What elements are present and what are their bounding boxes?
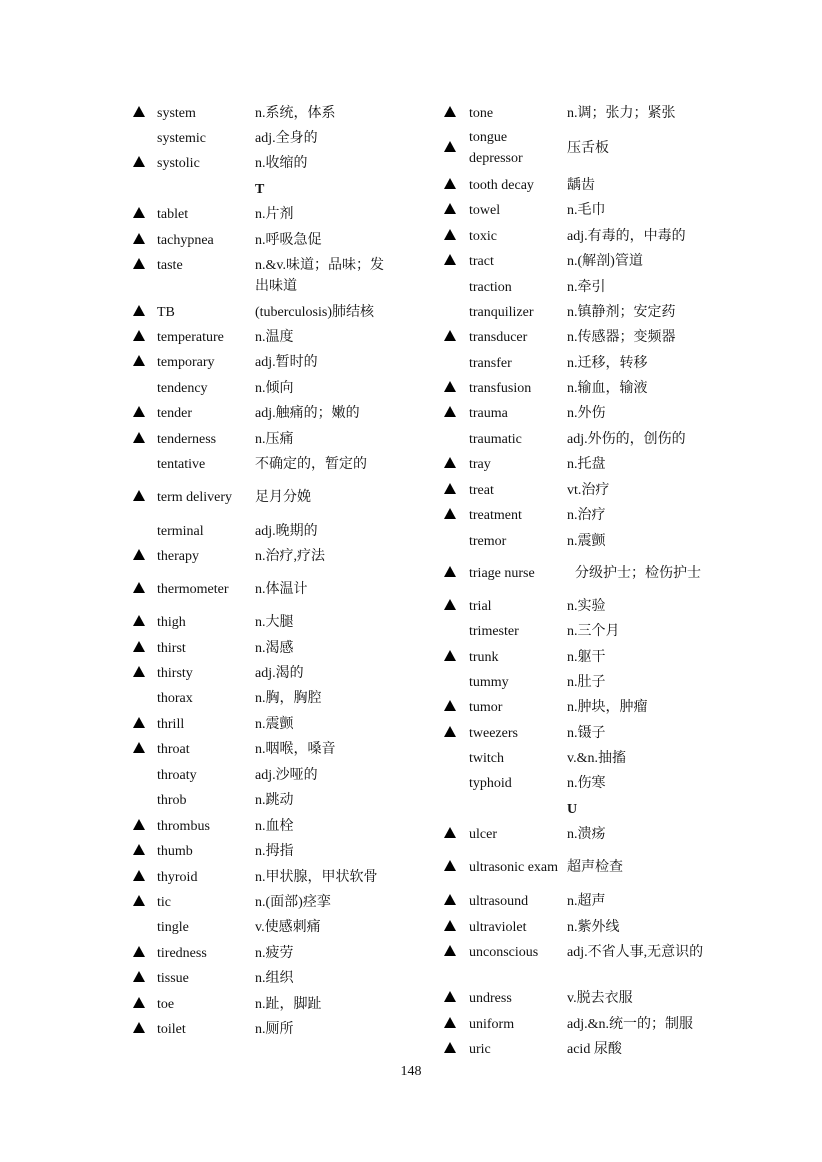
entry-term: ultrasonic exam <box>469 860 559 875</box>
entry-definition: n.压痛 <box>255 432 294 447</box>
entry-term: throb <box>157 793 187 808</box>
entry-definition: n.血栓 <box>255 819 294 834</box>
entry-term: thrill <box>157 717 185 732</box>
entry-term: trunk <box>469 650 499 665</box>
entry-definition: adj.触痛的；嫩的 <box>255 406 360 421</box>
entry-term: ultrasound <box>469 894 529 909</box>
entry-definition: v.脱去衣服 <box>567 991 633 1006</box>
entry-definition: n.迁移，转移 <box>567 356 648 371</box>
entry-term: terminal <box>157 524 204 539</box>
triangle-marker-icon <box>444 566 456 577</box>
triangle-marker-icon <box>444 508 456 519</box>
entry-term: therapy <box>157 549 199 564</box>
triangle-marker-icon <box>444 700 456 711</box>
entry-definition: n.肚子 <box>567 675 606 690</box>
entry-term: thyroid <box>157 870 198 885</box>
entry-definition: n.超声 <box>567 894 606 909</box>
triangle-marker-icon <box>444 726 456 737</box>
entry-term: ultraviolet <box>469 920 527 935</box>
entry-term: tumor <box>469 700 503 715</box>
entry-definition: adj.外伤的，创伤的 <box>567 432 686 447</box>
entry-term: tweezers <box>469 726 518 741</box>
entry-term: triage nurse <box>469 566 535 581</box>
entry-term: tachypnea <box>157 233 214 248</box>
entry-definition: 超声检查 <box>567 860 623 875</box>
entry-definition: 足月分娩 <box>255 490 311 505</box>
entry-definition: acid 尿酸 <box>567 1042 622 1057</box>
entry-definition: n.传感器；变频器 <box>567 330 676 345</box>
entry-term: tray <box>469 457 491 472</box>
entry-definition: n.毛巾 <box>567 203 606 218</box>
entry-term: tissue <box>157 971 189 986</box>
entry-definition: adj.有毒的，中毒的 <box>567 229 686 244</box>
entry-term: unconscious <box>469 945 539 960</box>
triangle-marker-icon <box>444 254 456 265</box>
entry-term: ulcer <box>469 827 497 842</box>
entry-definition: n.体温计 <box>255 582 308 597</box>
entry-term: transfusion <box>469 381 532 396</box>
entry-term: tooth decay <box>469 178 534 193</box>
entry-definition: n.输血，输液 <box>567 381 648 396</box>
entry-term: TB <box>157 305 175 320</box>
triangle-marker-icon <box>444 920 456 931</box>
entry-definition: n.胸，胸腔 <box>255 691 322 706</box>
entry-definition: n.收缩的 <box>255 156 308 171</box>
entry-definition: n.紫外线 <box>567 920 620 935</box>
entry-term: towel <box>469 203 501 218</box>
entry-definition: v.使感刺痛 <box>255 920 321 935</box>
entry-definition: n.托盘 <box>567 457 606 472</box>
entry-definition: n.三个月 <box>567 624 620 639</box>
entry-definition: n.呼吸急促 <box>255 233 322 248</box>
triangle-marker-icon <box>444 483 456 494</box>
entry-definition: 龋齿 <box>567 178 595 193</box>
entry-term: trial <box>469 599 492 614</box>
entry-term: thorax <box>157 691 193 706</box>
entry-definition: n.躯干 <box>567 650 606 665</box>
entry-definition: n.镇静剂；安定药 <box>567 305 676 320</box>
section-header: T <box>255 182 265 197</box>
entry-definition: adj.晚期的 <box>255 524 318 539</box>
entry-term: uric <box>469 1042 491 1057</box>
entry-definition: (tuberculosis)肺结核 <box>255 305 374 320</box>
entry-term: toe <box>157 997 175 1012</box>
entry-definition: n.组织 <box>255 971 294 986</box>
entry-term: tentative <box>157 457 206 472</box>
entry-term: toilet <box>157 1022 186 1037</box>
entry-term: tiredness <box>157 946 207 961</box>
entry-definition: n.(面部)痉挛 <box>255 895 331 910</box>
entry-definition: adj.沙哑的 <box>255 768 318 783</box>
entry-term: tendency <box>157 381 208 396</box>
entry-term: uniform <box>469 1017 515 1032</box>
entry-term: systolic <box>157 156 200 171</box>
entry-definition: n.拇指 <box>255 844 294 859</box>
entry-definition: n.溃疡 <box>567 827 606 842</box>
entry-term: tablet <box>157 207 189 222</box>
triangle-marker-icon <box>444 141 456 152</box>
entry-term: tongue depressor <box>469 130 523 166</box>
entry-term: system <box>157 106 196 121</box>
entry-term: tic <box>157 895 171 910</box>
entry-term: typhoid <box>469 776 512 791</box>
entry-definition: adj.不省人事,无意识的 <box>567 945 704 960</box>
entry-term: thumb <box>157 844 193 859</box>
entry-definition: n.疲劳 <box>255 946 294 961</box>
entry-definition: n.倾向 <box>255 381 294 396</box>
entry-definition: n.实验 <box>567 599 606 614</box>
entry-term: thermometer <box>157 582 229 597</box>
entry-term: tender <box>157 406 192 421</box>
entry-definition: n.渴感 <box>255 641 294 656</box>
entry-definition: adj.全身的 <box>255 131 318 146</box>
triangle-marker-icon <box>444 229 456 240</box>
entry-definition: adj.&n.统一的；制服 <box>567 1017 693 1032</box>
entry-term: thrombus <box>157 819 210 834</box>
entry-term: tone <box>469 106 494 121</box>
triangle-marker-icon <box>444 860 456 871</box>
triangle-marker-icon <box>444 330 456 341</box>
triangle-marker-icon <box>444 650 456 661</box>
entry-definition: 不确定的，暂定的 <box>255 457 367 472</box>
entry-term: tenderness <box>157 432 217 447</box>
entry-definition: n.肿块，肿瘤 <box>567 700 648 715</box>
entry-definition: 压舌板 <box>567 141 609 156</box>
entry-definition: n.伤寒 <box>567 776 606 791</box>
entry-term: thigh <box>157 615 186 630</box>
entry-term: transfer <box>469 356 512 371</box>
section-header: U <box>567 802 578 817</box>
entry-definition: n.厕所 <box>255 1022 294 1037</box>
entry-term: taste <box>157 258 183 273</box>
entry-definition: n.治疗,疗法 <box>255 549 325 564</box>
entry-term: twitch <box>469 751 504 766</box>
entry-definition: n.跳动 <box>255 793 294 808</box>
entry-term: transducer <box>469 330 528 345</box>
entry-term: toxic <box>469 229 497 244</box>
triangle-marker-icon <box>444 203 456 214</box>
entry-definition: n.趾，脚趾 <box>255 997 322 1012</box>
entry-term: term delivery <box>157 490 233 505</box>
entry-definition: 分级护士；检伤护士 <box>575 566 701 581</box>
entry-definition: n.镊子 <box>567 726 606 741</box>
entry-term: tract <box>469 254 494 269</box>
entry-term: thirst <box>157 641 186 656</box>
entry-term: throat <box>157 742 190 757</box>
entry-definition: n.牵引 <box>567 280 606 295</box>
entry-definition: n.&v.味道；品味；发出味道 <box>255 258 384 294</box>
entry-definition: n.外伤 <box>567 406 606 421</box>
entry-term: temperature <box>157 330 224 345</box>
triangle-marker-icon <box>444 1017 456 1028</box>
triangle-marker-icon <box>444 106 456 117</box>
entry-term: temporary <box>157 355 215 370</box>
entry-term: traction <box>469 280 512 295</box>
triangle-marker-icon <box>444 827 456 838</box>
entry-definition: n.调；张力；紧张 <box>567 106 676 121</box>
entry-definition: vt.治疗 <box>567 483 610 498</box>
entry-term: traumatic <box>469 432 522 447</box>
entry-definition: n.大腿 <box>255 615 294 630</box>
entry-definition: n.(解剖)管道 <box>567 254 643 269</box>
entry-definition: adj.渴的 <box>255 666 304 681</box>
entry-definition: n.咽喉，嗓音 <box>255 742 336 757</box>
entry-term: trimester <box>469 624 519 639</box>
entry-definition: n.甲状腺，甲状软骨 <box>255 870 378 885</box>
entry-definition: n.震颤 <box>567 534 606 549</box>
triangle-marker-icon <box>444 381 456 392</box>
triangle-marker-icon <box>444 178 456 189</box>
entry-term: throaty <box>157 768 197 783</box>
entry-definition: adj.暂时的 <box>255 355 318 370</box>
entry-term: tranquilizer <box>469 305 534 320</box>
entry-term: undress <box>469 991 512 1006</box>
entry-definition: n.震颤 <box>255 717 294 732</box>
page-number: 148 <box>400 1064 422 1079</box>
triangle-marker-icon <box>444 457 456 468</box>
entry-definition: n.系统，体系 <box>255 106 336 121</box>
entry-term: systemic <box>157 131 206 146</box>
entry-definition: n.治疗 <box>567 508 606 523</box>
triangle-marker-icon <box>444 945 456 956</box>
triangle-marker-icon <box>444 894 456 905</box>
entry-term: treat <box>469 483 494 498</box>
entry-term: thirsty <box>157 666 193 681</box>
entry-definition: v.&n.抽搐 <box>567 751 626 766</box>
entry-term: trauma <box>469 406 508 421</box>
triangle-marker-icon <box>444 991 456 1002</box>
triangle-marker-icon <box>444 599 456 610</box>
entry-term: tremor <box>469 534 507 549</box>
entry-definition: n.片剂 <box>255 207 294 222</box>
entry-term: tingle <box>157 920 189 935</box>
entry-term: treatment <box>469 508 522 523</box>
triangle-marker-icon <box>444 406 456 417</box>
entry-definition: n.温度 <box>255 330 294 345</box>
entry-term: tummy <box>469 675 509 690</box>
triangle-marker-icon <box>444 1042 456 1053</box>
